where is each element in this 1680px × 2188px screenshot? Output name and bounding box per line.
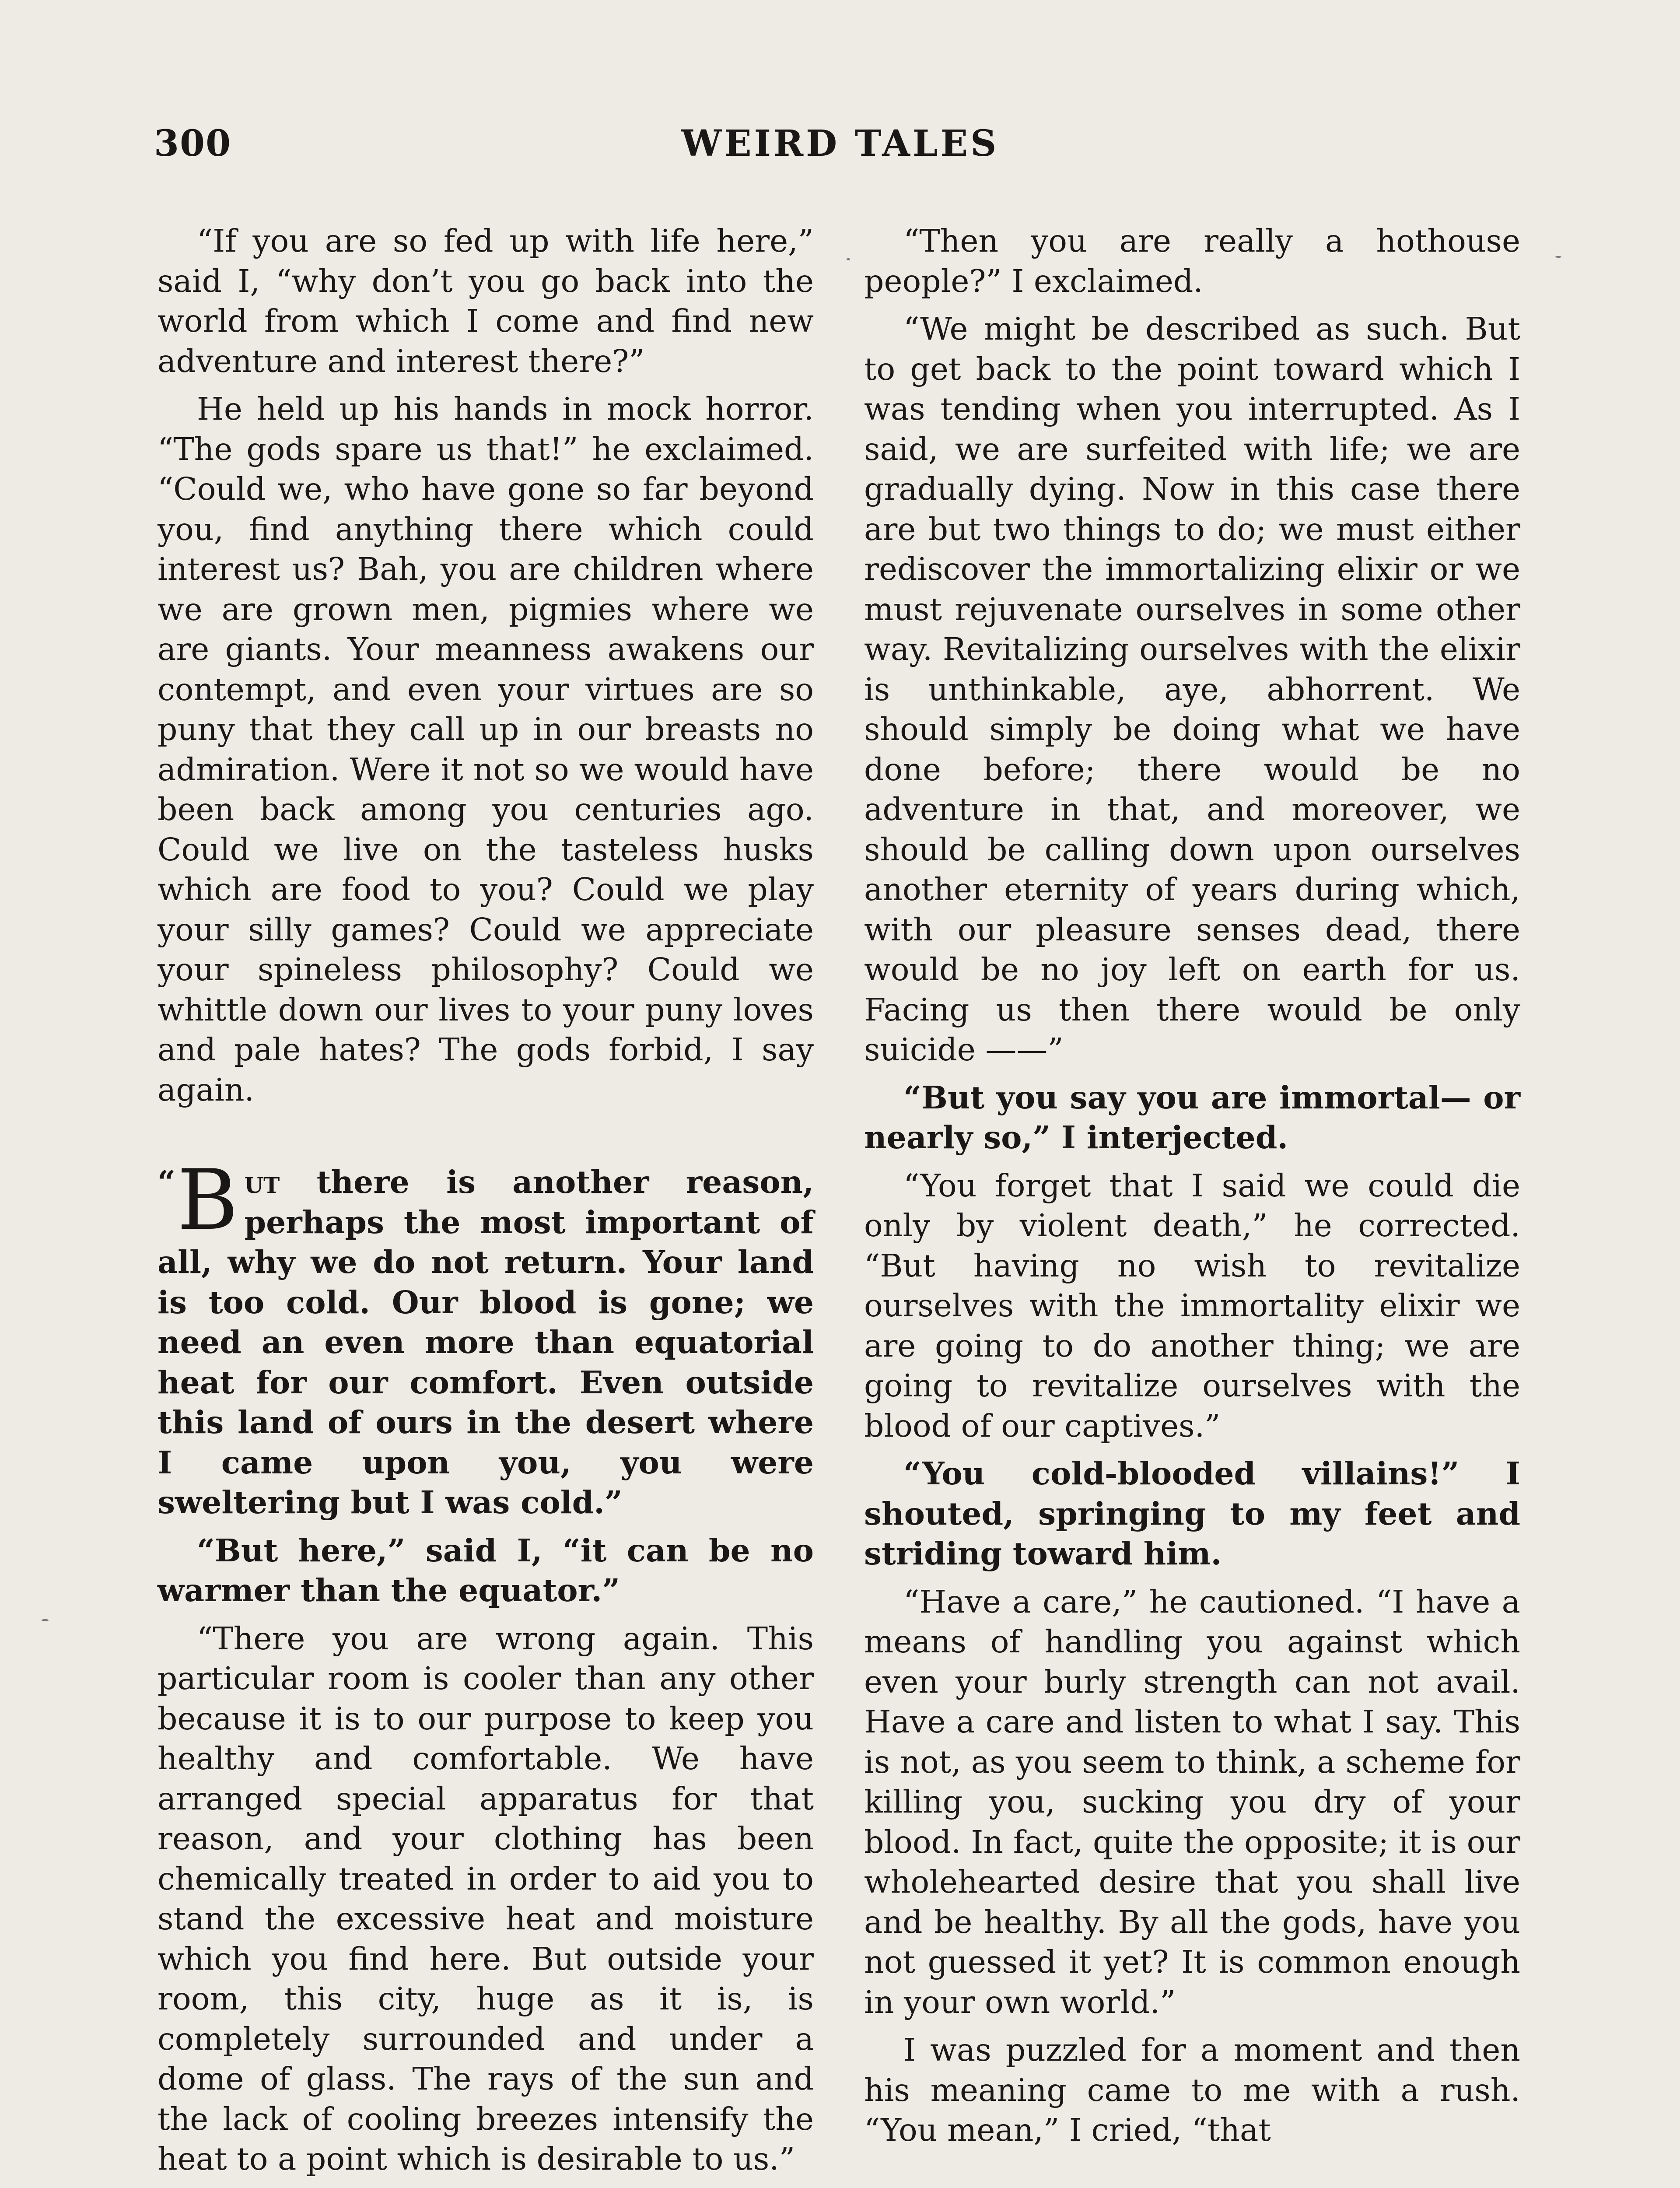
paragraph: “We might be described as such. But to get back to the point toward which I was tending when you interrupted. As I said, we are surfeited with life; we are gradually dying. Now in this case there are but two things to do; we must either rediscover the immortalizing elixir or we must rejuvenate ourselves in some other way. Revitalizing ourselves with the elixir is unthinkable, aye, abhorrent. We should simply be doing what we have done before; there would be no adventure in that, and moreover, we should be calling down upon ourselves another eternity of years during which, with our pleasure senses dead, there would be no joy left on earth for us. Facing us then there would be only suicide ——”	[864, 311, 1520, 1068]
left-column	[158, 221, 814, 2187]
paper-speck	[42, 1619, 49, 1621]
paragraph: “Have a care,” he cautioned. “I have a means of handling you against which even your burly strength can not avail. Have a care and listen to what I say. This is not, as you seem to think, a scheme for killing you, sucking you dry of your blood. In fact, quite the opposite; it is our wholehearted desire that you shall live and be healthy. By all the gods, have you not guessed it yet? It is common enough in your own world.”	[864, 1583, 1520, 2020]
opening-quote: “	[158, 1164, 175, 1200]
paragraph: “You cold-blooded villains!” I shouted, springing to my feet and striding toward him.	[864, 1455, 1520, 1572]
section-opening-paragraph	[158, 1152, 814, 1523]
paragraph: He held up his hands in mock horror. “The gods spare us that!” he exclaimed. “Could we, who have gone so far beyond you, find anything there which could interest us? Bah, you are children where we are grown men, pigmies where we are giants. Your meanness awakens our contempt, and even your virtues are so puny that they call up in our breasts no admiration. Were it not so we would have been back among you centuries ago. Could we live on the tasteless husks which are food to you? Could we play your silly games? Could we appreciate your spineless philosophy? Could we whittle down our lives to your puny loves and pale hates? The gods forbid, I say again.	[158, 391, 814, 1108]
paragraph-text: there is another reason, perhaps the most important of all, why we do not return. Your land is too cold. Our blood is gone; we need an even more than equatorial heat for our comfort. Even outside this land of ours in the desert where I came upon you, you were sweltering but I was cold.”	[158, 1164, 814, 1521]
paper-speck	[847, 258, 850, 260]
paragraph: “Then you are really a hothouse people?” I exclaimed.	[864, 223, 1520, 299]
right-column	[864, 221, 1520, 2158]
page-header	[154, 123, 1554, 171]
magazine-title: WEIRD TALES	[681, 123, 999, 165]
small-caps-lead: ut	[244, 1164, 280, 1200]
paragraph: “But you say you are immortal— or nearly so,” I interjected.	[864, 1079, 1520, 1156]
paragraph: “But here,” said I, “it can be no warmer than the equator.”	[158, 1532, 814, 1609]
paragraph: “If you are so fed up with life here,” said I, “why don’t you go back into the world from which I come and find new adventure and interest there?”	[158, 223, 814, 379]
paragraph: “You forget that I said we could die only by violent death,” he corrected. “But having no wish to revitalize ourselves with the immortality elixir we are going to do another thing; we are going to revitalize ourselves with the blood of our captives.”	[864, 1167, 1520, 1444]
paragraph: “There you are wrong again. This particular room is cooler than any other because it is to our purpose to keep you healthy and comfortable. We have arranged special apparatus for that reason, and your clothing has been chemically treated in order to aid you to stand the excessive heat and moisture which you find here. But outside your room, this city, huge as it is, is completely surrounded and under a dome of glass. The rays of the sun and the lack of cooling breezes intensify the heat to a point which is desirable to us.”	[158, 1620, 814, 2177]
paragraph: I was puzzled for a moment and then his meaning came to me with a rush. “You mean,” I cried, “that	[864, 2032, 1520, 2148]
drop-cap-letter: B	[177, 1152, 238, 1248]
page-number: 300	[154, 123, 232, 165]
paper-speck	[1555, 256, 1561, 258]
